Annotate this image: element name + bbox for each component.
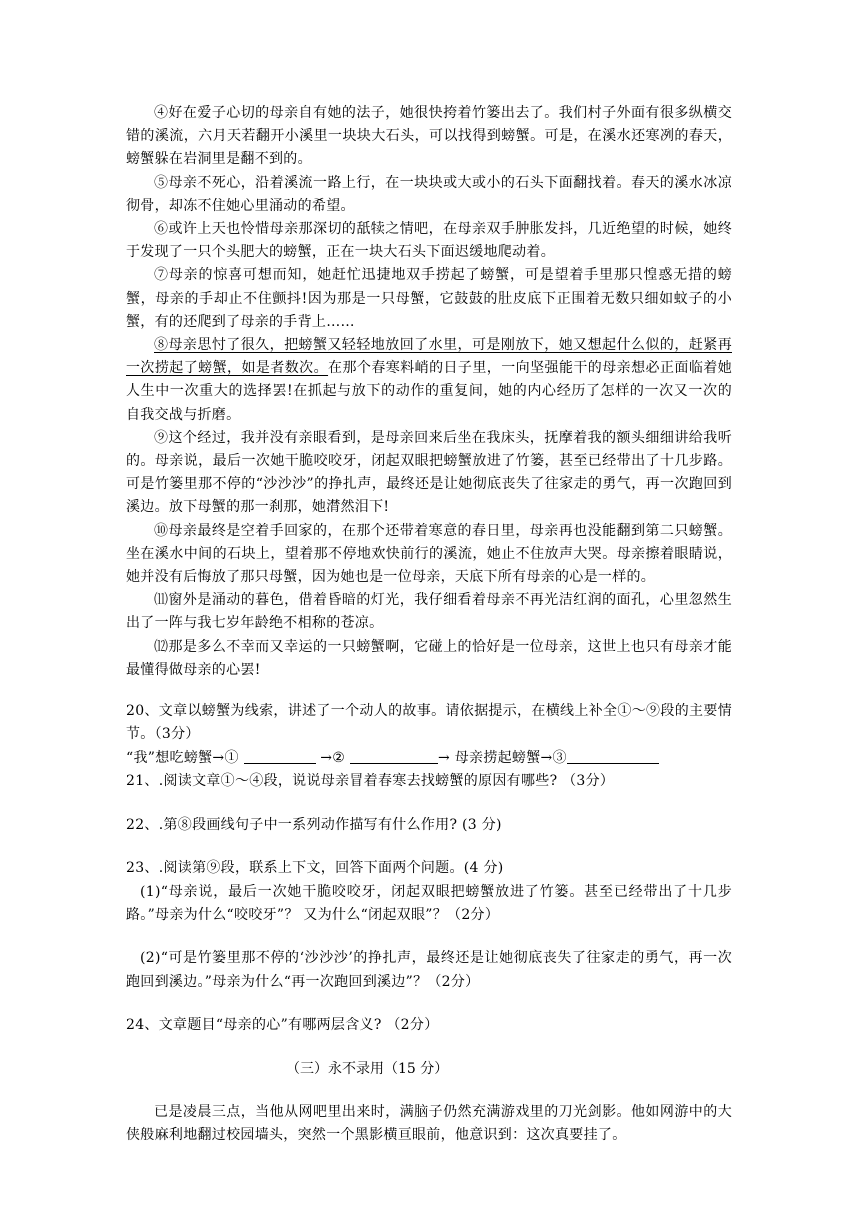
question-22: 22、.第⑧段画线句子中一系列动作描写有什么作用? (3 分) [126, 816, 502, 833]
paragraph-5: ⑤母亲不死心，沿着溪流一路上行，在一块块或大或小的石头下面翻找着。春天的溪水冰凉彻骨，却冻不住她心里涌动的希望。 [126, 174, 732, 214]
answer-blank-3[interactable] [567, 749, 659, 764]
flow-step-3: → 母亲捞起螃蟹→③ [437, 749, 567, 766]
question-24: 24、文章题目“母亲的心”有哪两层含义? （2分） [126, 1017, 439, 1034]
underlined-sentence: ⑧母亲思忖了很久，把螃蟹又轻轻地放回了水里，可是刚放下，她又想起什么似的，赶紧再一次捞起了螃蟹，如是者数次。 [126, 337, 732, 377]
answer-blank-1[interactable] [244, 749, 316, 764]
question-23: 23、.阅读第⑨段，联系上下文，回答下面两个问题。(4 分) [126, 860, 504, 877]
section-title: （三）永不录用（15 分） [286, 1060, 449, 1077]
answer-blank-2[interactable] [350, 749, 438, 764]
paragraph-11: ⑾窗外是涌动的暮色，借着昏暗的灯光，我仔细看着母亲不再光洁红润的面孔，心里忽然生出了一阵与我七岁年龄绝不相称的苍凉。 [126, 592, 732, 632]
flow-step-2: →② [320, 749, 346, 766]
paragraph-6: ⑥或许上天也怜惜母亲那深切的舐犊之情吧，在母亲双手肿胀发抖，几近绝望的时候，她终于发现了一只个头肥大的螃蟹，正在一块大石头下面迟缓地爬动着。 [126, 221, 732, 261]
paragraph-7: ⑦母亲的惊喜可想而知，她赶忙迅捷地双手捞起了螃蟹，可是望着手里那只惶惑无措的螃蟹，母亲的手却止不住颤抖!因为那是一只母蟹，它鼓鼓的肚皮底下正围着无数只细如蚊子的小蟹，有的还爬到了母亲的手背上…… [126, 267, 732, 330]
paragraph-8-rest: 在那个春寒料峭的日子里，一向坚强能干的母亲想必正面临着她人生中一次重大的选择罢!在抓起与放下的动作的重复间，她的内心经历了怎样的一次又一次的自我交战与折磨。 [126, 360, 732, 423]
question-23-1: (1)“母亲说，最后一次她干脆咬咬牙，闭起双眼把螃蟹放进了竹篓。甚至已经带出了十几步路。”母亲为什么“咬咬牙”？ 又为什么“闭起双眼”？（2分） [126, 883, 732, 923]
paragraph-8 [126, 334, 732, 427]
paragraph-4: ④好在爱子心切的母亲自有她的法子，她很快挎着竹篓出去了。我们村子外面有很多纵横交错的溪流，六月天若翻开小溪里一块块大石头，可以找得到螃蟹。可是，在溪水还寒冽的春天，螃蟹躲在岩洞里是翻不到的。 [126, 105, 732, 168]
question-20: 20、文章以螃蟹为线索，讲述了一个动人的故事。请依据提示，在横线上补全①～⑨段的主要情节。（3分） [126, 703, 732, 743]
paragraph-10: ⑩母亲最终是空着手回家的，在那个还带着寒意的春日里，母亲再也没能翻到第二只螃蟹。坐在溪水中间的石块上，望着那不停地欢快前行的溪流，她止不住放声大哭。母亲擦着眼睛说，她并没有后悔放了那只母蟹，因为她也是一位母亲，天底下所有母亲的心是一样的。 [126, 522, 732, 586]
paragraph-12: ⑿那是多么不幸而又幸运的一只螃蟹啊，它碰上的恰好是一位母亲，这世上也只有母亲才能最懂得做母亲的心罢! [126, 638, 732, 678]
document-page [126, 102, 732, 1147]
paragraph-9: ⑨这个经过，我并没有亲眼看到，是母亲回来后坐在我床头，抚摩着我的额头细细讲给我听的。母亲说，最后一次她干脆咬咬牙，闭起双眼把螃蟹放进了竹篓，甚至已经带出了十几步路。可是竹篓里那不停的“沙沙沙”的挣扎声，最终还是让她彻底丧失了往家走的勇气，再一次跑回到溪边。放下母蟹的那一刹那，她潸然泪下! [126, 429, 732, 516]
question-23-2: (2)“可是竹篓里那不停的‘沙沙沙’的挣扎声，最终还是让她彻底丧失了往家走的勇气，再一次跑回到溪边。”母亲为什么“再一次跑回到溪边”？（2分） [126, 950, 732, 990]
question-21: 21、.阅读文章①～④段，说说母亲冒着春寒去找螃蟹的原因有哪些? （3分） [126, 773, 615, 790]
flow-step-1: “我”想吃螃蟹→① [126, 749, 239, 766]
question-20-flow [126, 747, 732, 770]
section-3-intro: 已是凌晨三点，当他从网吧里出来时，满脑子仍然充满游戏里的刀光剑影。他如网游中的大侠般麻利地翻过校园墙头，突然一个黑影横亘眼前，他意识到：这次真要挂了。 [126, 1103, 732, 1143]
